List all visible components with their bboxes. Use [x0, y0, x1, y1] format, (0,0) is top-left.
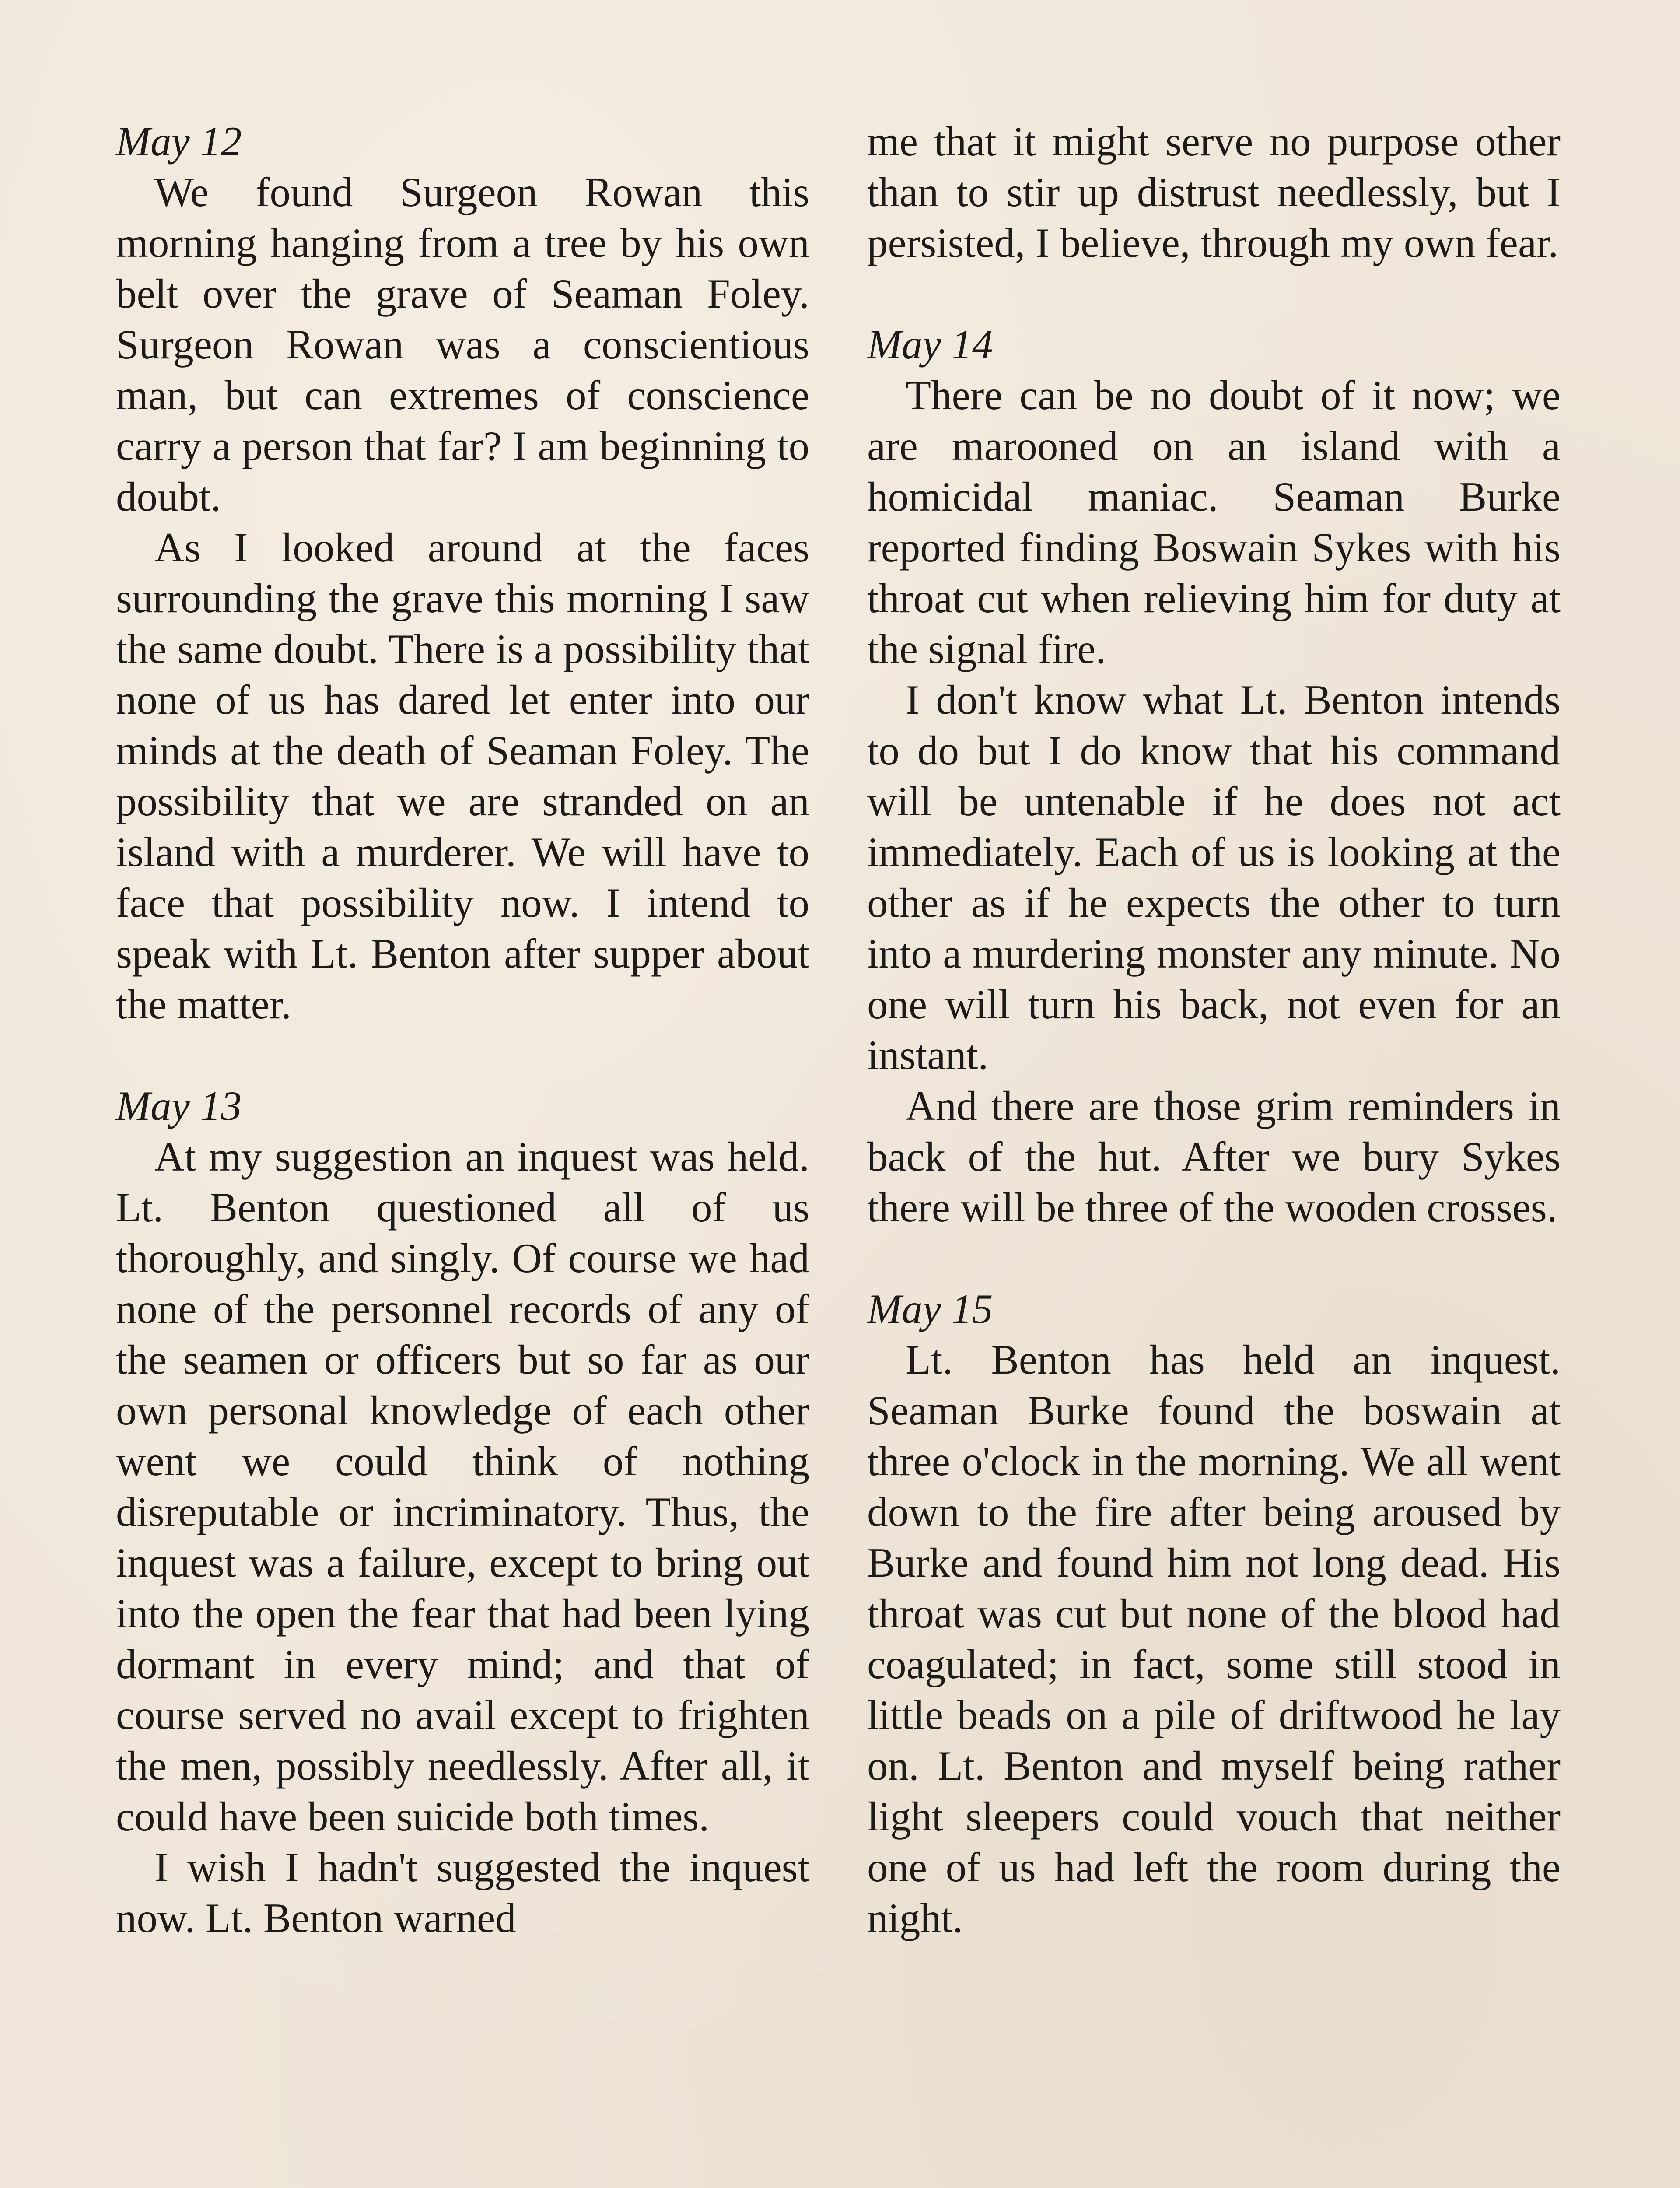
entry-date: May 12 — [116, 118, 242, 165]
entry-date: May 14 — [867, 321, 993, 368]
paragraph: We found Surgeon Rowan this morning hanging from a tree by his own belt over the grave of Seaman Foley. Surgeon Rowan was a conscientious man, but can extremes of conscience carry a person that far? I am beginning to doubt. — [116, 169, 809, 520]
left-column — [116, 116, 809, 1943]
paragraph: As I looked around at the faces surrounding the grave this morning I saw the same doubt. There is a possibility that none of us has dared let enter into our minds at the death of Seaman Foley. The possibility that we are stranded on an island with a murderer. We will have to face that possibility now. I intend to speak with Lt. Benton after supper about the matter. — [116, 524, 809, 1027]
paragraph: I don't know what Lt. Benton intends to do but I do know that his command will be untenable if he does not act immediately. Each of us is looking at the other as if he expects the other to turn into a murdering monster any minute. No one will turn his back, not even for an instant. — [867, 677, 1561, 1078]
paragraph: There can be no doubt of it now; we are marooned on an island with a homicidal maniac. Seaman Burke reported finding Boswain Sykes with his throat cut when relieving him for duty at the signal fire. — [867, 372, 1561, 672]
entry-date: May 15 — [867, 1286, 993, 1332]
entry-gap — [116, 1030, 809, 1080]
paragraph: I wish I hadn't suggested the inquest now. Lt. Benton warned — [116, 1844, 809, 1941]
paragraph: At my suggestion an inquest was held. Lt. Benton questioned all of us thoroughly, and singly. Of course we had none of the personnel records of any of the seamen or officers but so far as our own personal knowledge of each other went we could think of nothing disreputable or incriminatory. Thus, the inquest was a failure, except to bring out into the open the fear that had been lying dormant in every mind; and that of course served no avail except to frighten the men, possibly needlessly. After all, it could have been suicide both times. — [116, 1133, 809, 1840]
entry-gap — [867, 268, 1561, 319]
continued-paragraph: me that it might serve no purpose other than to stir up distrust needlessly, but I persisted, I believe, through my own fear. — [867, 118, 1561, 266]
paragraph: And there are those grim reminders in back of the hut. After we bury Sykes there will be three of the wooden crosses. — [867, 1083, 1561, 1231]
right-column — [867, 116, 1561, 1943]
entry-gap — [867, 1233, 1561, 1283]
entry-date: May 13 — [116, 1083, 242, 1129]
paragraph: Lt. Benton has held an inquest. Seaman Burke found the boswain at three o'clock in the morning. We all went down to the fire after being aroused by Burke and found him not long dead. His throat was cut but none of the blood had coagulated; in fact, some still stood in little beads on a pile of driftwood he lay on. Lt. Benton and myself being rather light sleepers could vouch that neither one of us had left the room during the night. — [867, 1336, 1561, 1941]
